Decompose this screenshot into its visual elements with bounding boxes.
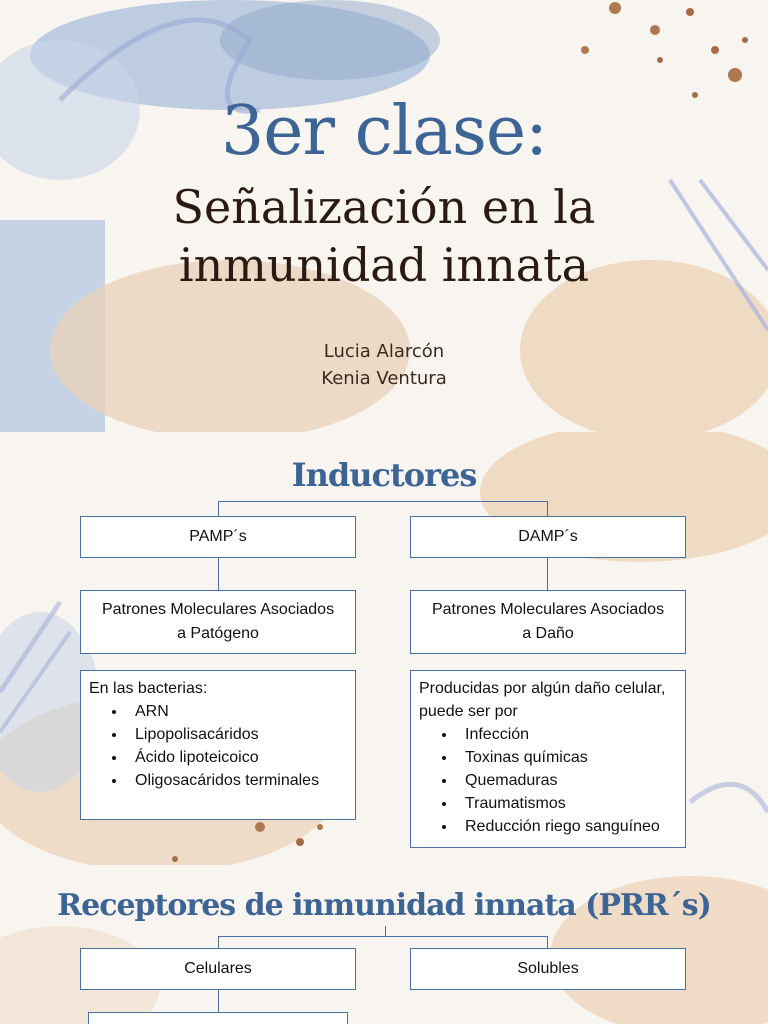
connector-line	[547, 936, 548, 948]
connector-line	[547, 501, 548, 516]
pamps-definition-box: Patrones Moleculares Asociados a Patógeno	[80, 590, 356, 654]
damps-intro: Producidas por algún daño celular, puede ser por	[419, 680, 666, 720]
connector-line	[218, 990, 219, 1012]
pamps-examples-box	[80, 670, 356, 820]
subtitle-line-1: Señalización en la	[172, 180, 596, 234]
damps-box: DAMP´s	[410, 516, 686, 558]
list-item: • Oligosacáridos terminales	[127, 769, 347, 792]
authors	[0, 338, 768, 392]
damps-list	[419, 723, 677, 838]
slide-subtitle	[0, 178, 768, 294]
section-heading: Receptores de inmunidad innata (PRR´s)	[57, 888, 711, 923]
pamps-box: PAMP´s	[80, 516, 356, 558]
celulares-box: Celulares	[80, 948, 356, 990]
author-2: Kenia Ventura	[321, 368, 447, 389]
connector-line	[385, 926, 386, 936]
title-slide	[0, 0, 768, 432]
partial-box	[88, 1012, 348, 1024]
connector-line	[218, 936, 548, 937]
list-item: • Reducción riego sanguíneo	[457, 815, 677, 838]
damps-examples-box	[410, 670, 686, 848]
list-item: • Infección	[457, 723, 677, 746]
subtitle-line-2: inmunidad innata	[178, 238, 590, 292]
solubles-box: Solubles	[410, 948, 686, 990]
slide-title: 3er clase:	[220, 92, 548, 171]
author-1: Lucia Alarcón	[323, 341, 445, 362]
list-item: • ARN	[127, 700, 347, 723]
pamps-intro: En las bacterias:	[89, 680, 208, 697]
list-item: • Ácido lipoteicoico	[127, 746, 347, 769]
inductores-slide	[0, 432, 768, 865]
section-heading: Inductores	[291, 456, 477, 494]
list-item: • Toxinas químicas	[457, 746, 677, 769]
connector-line	[218, 501, 219, 516]
connector-line	[218, 936, 219, 948]
connector-line	[218, 501, 548, 502]
connector-line	[547, 558, 548, 590]
list-item: • Traumatismos	[457, 792, 677, 815]
receptores-slide	[0, 866, 768, 1024]
pamps-list	[89, 700, 347, 792]
connector-line	[218, 558, 219, 590]
damps-definition-box: Patrones Moleculares Asociados a Daño	[410, 590, 686, 654]
list-item: • Quemaduras	[457, 769, 677, 792]
list-item: • Lipopolisacáridos	[127, 723, 347, 746]
